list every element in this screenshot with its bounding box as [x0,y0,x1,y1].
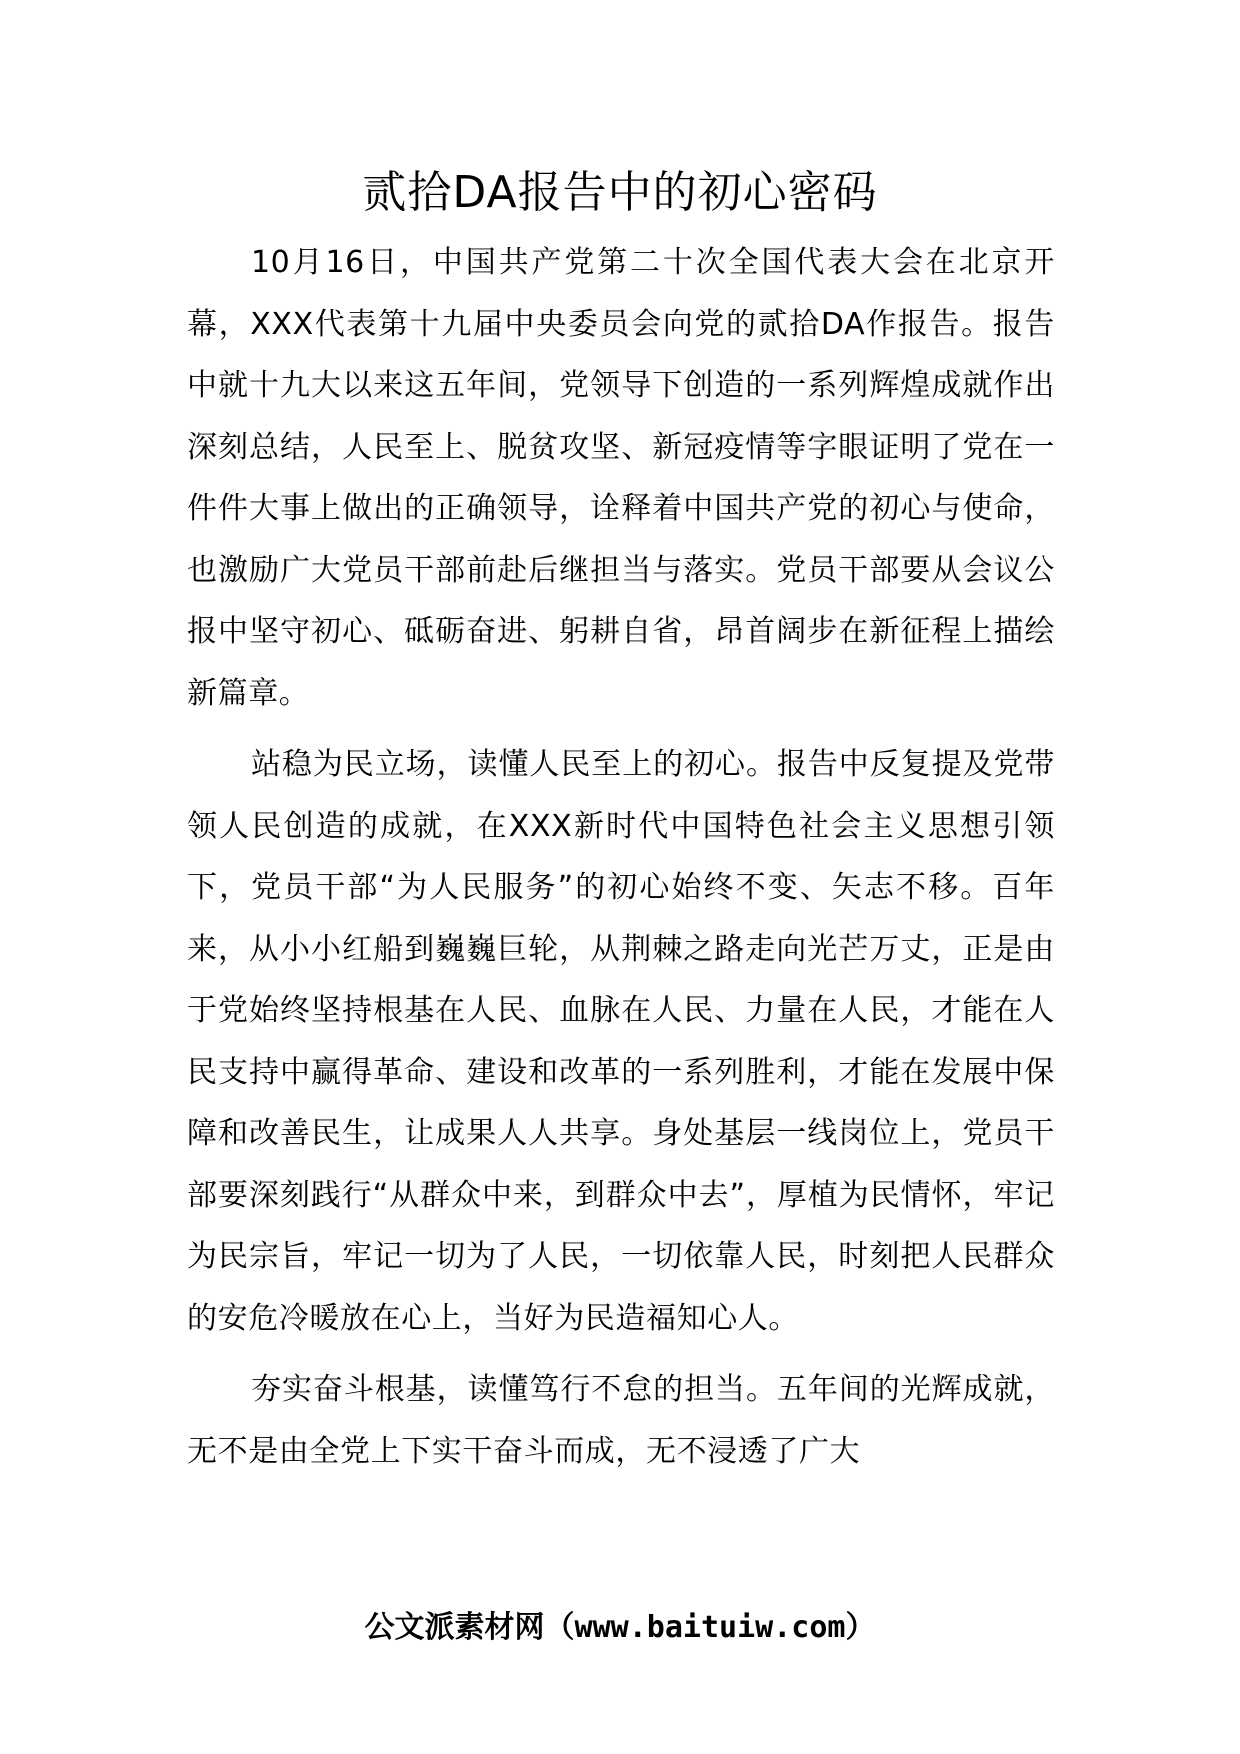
paragraph-2-lead: 站稳为民立场，读懂人民至上的初心。 [251,747,777,782]
paragraph-1 [187,232,1055,724]
paragraph-2-text: 报告中反复提及党带领人民创造的成就，在XXX新时代中国特色社会主义思想引领下，党员干部“为人民服务”的初心始终不变、矢志不移。百年来，从小小红船到巍巍巨轮，从荆棘之路走向光芒万丈，正是由于党始终坚持根基在人民、血脉在人民、力量在人民，才能在人民支持中赢得革命、建设和改革的一系列胜利，才能在发展中保障和改善民生，让成果人人共享。身处基层一线岗位上，党员干部要深刻践行“从群众中来，到群众中去”，厚植为民情怀，牢记为民宗旨，牢记一切为了人民，一切依靠人民，时刻把人民群众的安危冷暖放在心上，当好为民造福知心人。 [187,747,1055,1336]
footer-watermark [0,1608,1240,1648]
paragraph-1-text: 10月16日，中国共产党第二十次全国代表大会在北京开幕，XXX代表第十九届中央委员会向党的贰拾DA作报告。报告中就十九大以来这五年间，党领导下创造的一系列辉煌成就作出深刻总结，人民至上、脱贫攻坚、新冠疫情等字眼证明了党在一件件大事上做出的正确领导，诠释着中国共产党的初心与使命，也激励广大党员干部前赴后继担当与落实。党员干部要从会议公报中坚守初心、砥砺奋进、躬耕自省，昂首阔步在新征程上描绘新篇章。 [187,245,1055,711]
document-title: 贰拾DA报告中的初心密码 [362,167,878,218]
footer-site-name: 公文派素材网 [364,1610,545,1645]
footer-open-paren: （ [544,1610,575,1645]
paragraph-3-lead: 夯实奋斗根基，读懂笃行不怠的担当。 [251,1372,777,1407]
footer-url: www.baituiw.com [574,1610,846,1645]
paragraph-2 [187,734,1055,1349]
footer-close-paren: ） [845,1610,876,1645]
paragraph-3 [187,1359,1055,1482]
document-body [187,232,1055,1482]
paragraph-3-text: 五年间的光辉成就，无不是由全党上下实干奋斗而成，无不浸透了广大 [187,1372,1055,1469]
